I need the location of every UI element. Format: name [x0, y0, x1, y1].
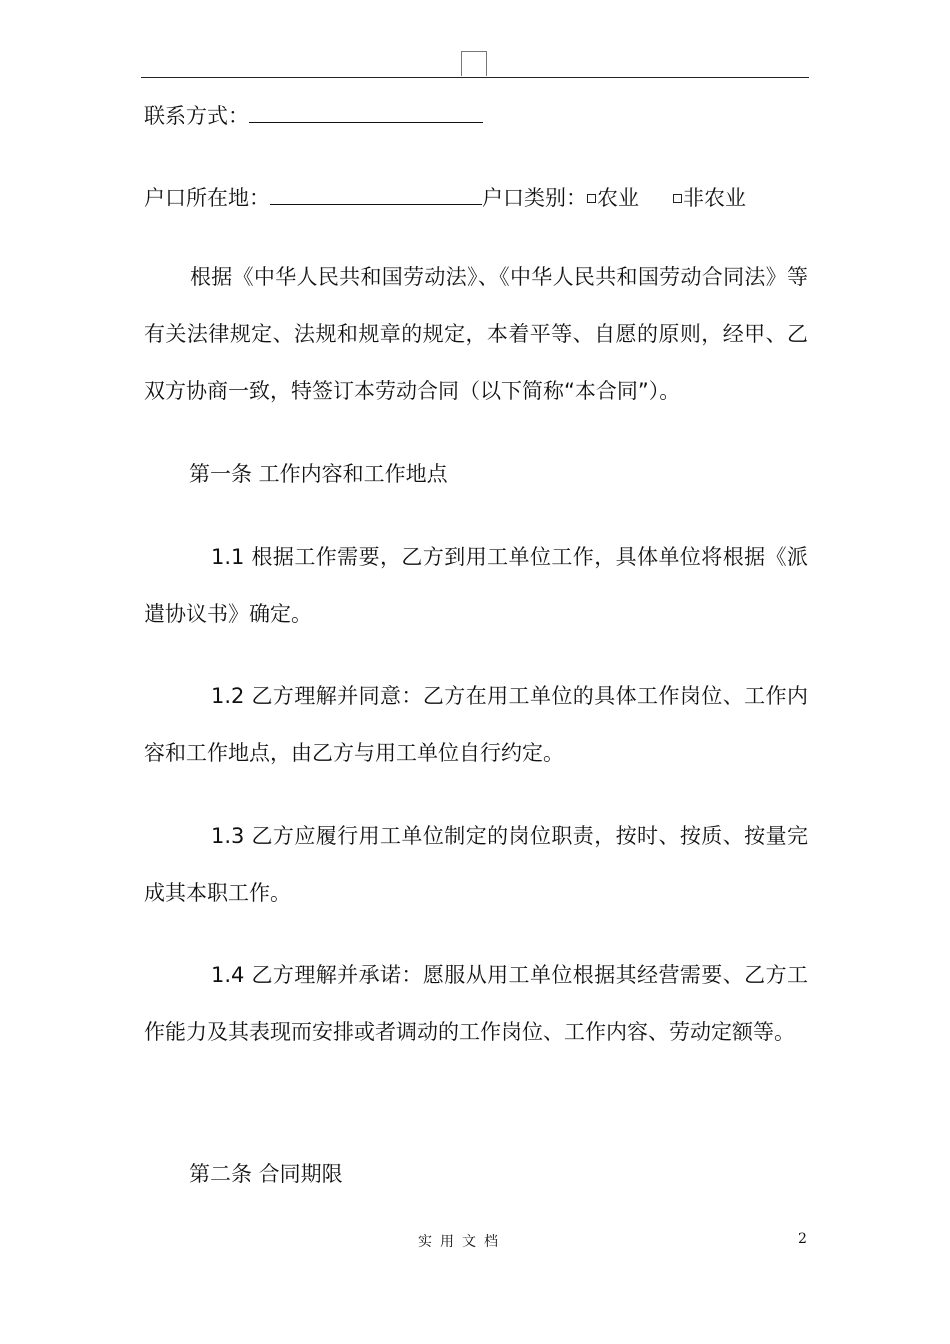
header-tab-mark [461, 51, 487, 76]
option-agricultural: 农业 [597, 186, 639, 210]
page-number: 2 [798, 1231, 807, 1247]
contact-label: 联系方式： [144, 104, 249, 128]
hukou-location-blank[interactable] [270, 180, 482, 205]
checkbox-agricultural[interactable] [587, 194, 596, 203]
hukou-location-label: 户口所在地： [144, 186, 270, 210]
intro-paragraph: 根据《中华人民共和国劳动法》、《中华人民共和国劳动合同法》等有关法律规定、法规和规章的规定，本着平等、自愿的原则，经甲、乙双方协商一致，特签订本劳动合同（以下简称“本合同”）。 [144, 265, 808, 403]
contact-blank[interactable] [249, 98, 483, 123]
article-1-title: 第一条 工作内容和工作地点 [189, 462, 448, 486]
clause-1-1: 1.1 根据工作需要，乙方到用工单位工作，具体单位将根据《派遣协议书》确定。 [144, 545, 808, 626]
footer-label: 实用文档 [418, 1234, 506, 1250]
checkbox-non-agricultural[interactable] [673, 194, 682, 203]
clause-1-4: 1.4 乙方理解并承诺：愿服从用工单位根据其经营需要、乙方工作能力及其表现而安排或者调动的工作岗位、工作内容、劳动定额等。 [144, 963, 808, 1044]
clause-1-3: 1.3 乙方应履行用工单位制定的岗位职责，按时、按质、按量完成其本职工作。 [144, 824, 808, 905]
clause-1-2: 1.2 乙方理解并同意：乙方在用工单位的具体工作岗位、工作内容和工作地点，由乙方与用工单位自行约定。 [144, 684, 808, 765]
hukou-row [144, 180, 746, 212]
hukou-type-label: 户口类别： [482, 186, 587, 210]
header-rule [141, 77, 809, 78]
option-non-agricultural: 非农业 [683, 186, 746, 210]
article-2-title: 第二条 合同期限 [189, 1162, 343, 1186]
contact-row [144, 98, 483, 130]
